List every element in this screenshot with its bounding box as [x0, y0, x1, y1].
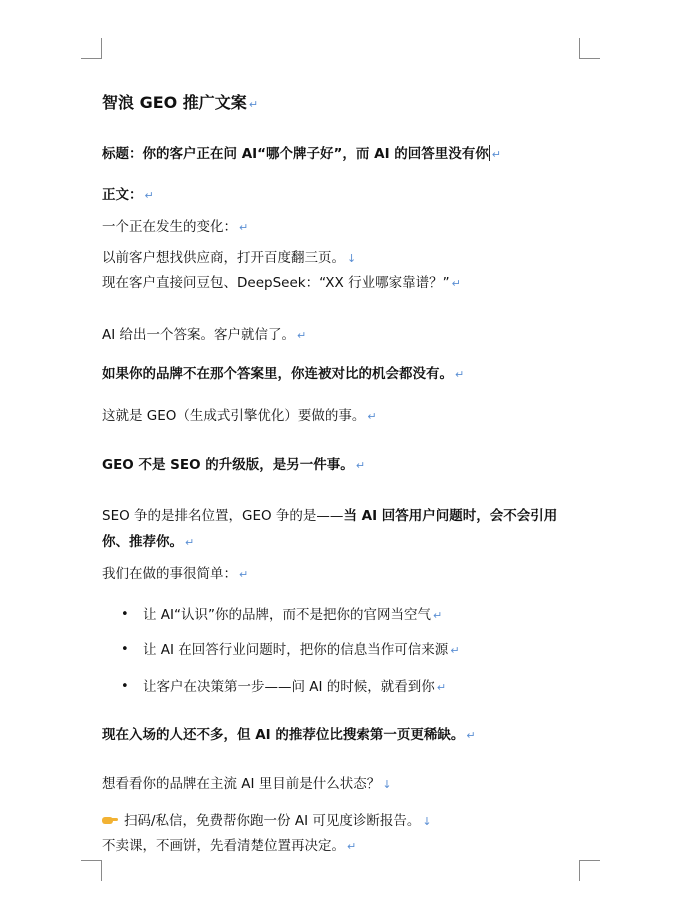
paragraph[interactable]: 扫码/私信，免费帮你跑一份 AI 可见度诊断报告。 ↓ — [102, 811, 432, 832]
document-title[interactable]: 智浪 GEO 推广文案 ↵ — [102, 93, 259, 112]
paragraph-mark: ↵ — [491, 148, 502, 161]
paragraph[interactable]: 我们在做的事很简单： ↵ — [102, 566, 249, 582]
paragraph-mark: ↵ — [185, 536, 195, 549]
paragraph-mark: ↵ — [436, 681, 447, 694]
bullet-dot: • — [121, 679, 129, 694]
pointing-hand-icon — [102, 815, 118, 825]
paragraph-continuation[interactable]: 你、推荐你。 ↵ — [102, 534, 195, 550]
paragraph-mark: ↵ — [455, 368, 465, 381]
paragraph-mark: ↵ — [347, 840, 357, 853]
paragraph-mark: ↵ — [451, 277, 461, 290]
paragraph[interactable]: AI 给出一个答案。客户就信了。 ↵ — [102, 327, 307, 343]
line-break-mark: ↓ — [422, 815, 432, 828]
paragraph[interactable]: 这就是 GEO（生成式引擎优化）要做的事。 ↵ — [102, 408, 377, 424]
paragraph[interactable]: 不卖课，不画饼，先看清楚位置再决定。 ↵ — [102, 838, 357, 854]
body-label[interactable]: 正文： ↵ — [102, 187, 154, 203]
paragraph-mark: ↵ — [239, 221, 249, 234]
paragraph[interactable]: 想看看你的品牌在主流 AI 里目前是什么状态？ ↓ — [102, 776, 392, 792]
paragraph-emphasis[interactable]: 现在入场的人还不多，但 AI 的推荐位比搜索第一页更稀缺。 ↵ — [102, 727, 476, 743]
list-item[interactable]: 让客户在决策第一步——问 AI 的时候，就看到你 ↵ — [143, 679, 447, 695]
paragraph[interactable]: 一个正在发生的变化： ↵ — [102, 219, 249, 235]
list-item[interactable]: 让 AI“认识”你的品牌，而不是把你的官网当空气 ↵ — [143, 607, 443, 623]
list-item[interactable]: 让 AI 在回答行业问题时，把你的信息当作可信来源 ↵ — [143, 642, 460, 658]
paragraph-mark: ↵ — [297, 329, 307, 342]
paragraph-mark: ↵ — [367, 410, 377, 423]
bullet-dot: • — [121, 607, 129, 622]
crop-mark-bottom-right — [579, 860, 600, 881]
paragraph-mark: ↵ — [466, 729, 476, 742]
paragraph[interactable]: SEO 争的是排名位置，GEO 争的是——当 AI 回答用户问题时，会不会引用 — [102, 508, 558, 524]
paragraph-mark: ↵ — [239, 568, 249, 581]
paragraph-mark: ↵ — [433, 609, 443, 622]
paragraph-emphasis[interactable]: GEO 不是 SEO 的升级版，是另一件事。 ↵ — [102, 457, 366, 473]
line-break-mark: ↓ — [382, 778, 392, 791]
paragraph[interactable]: 以前客户想找供应商，打开百度翻三页。 ↓ — [102, 250, 357, 266]
paragraph-mark: ↵ — [355, 459, 366, 472]
paragraph-mark: ↵ — [450, 644, 460, 657]
line-break-mark: ↓ — [347, 252, 357, 265]
headline[interactable]: 标题：你的客户正在问 AI“哪个牌子好”，而 AI 的回答里没有你 ↵ — [102, 146, 502, 162]
paragraph-mark: ↵ — [144, 189, 154, 202]
crop-mark-bottom-left — [81, 860, 102, 881]
paragraph[interactable]: 现在客户直接问豆包、DeepSeek：“XX 行业哪家靠谱？” ↵ — [102, 275, 461, 291]
crop-mark-top-left — [81, 38, 102, 59]
crop-mark-top-right — [579, 38, 600, 59]
text-cursor — [489, 145, 490, 161]
paragraph-mark: ↵ — [248, 98, 259, 111]
paragraph-emphasis[interactable]: 如果你的品牌不在那个答案里，你连被对比的机会都没有。 ↵ — [102, 366, 465, 382]
bullet-dot: • — [121, 642, 129, 657]
